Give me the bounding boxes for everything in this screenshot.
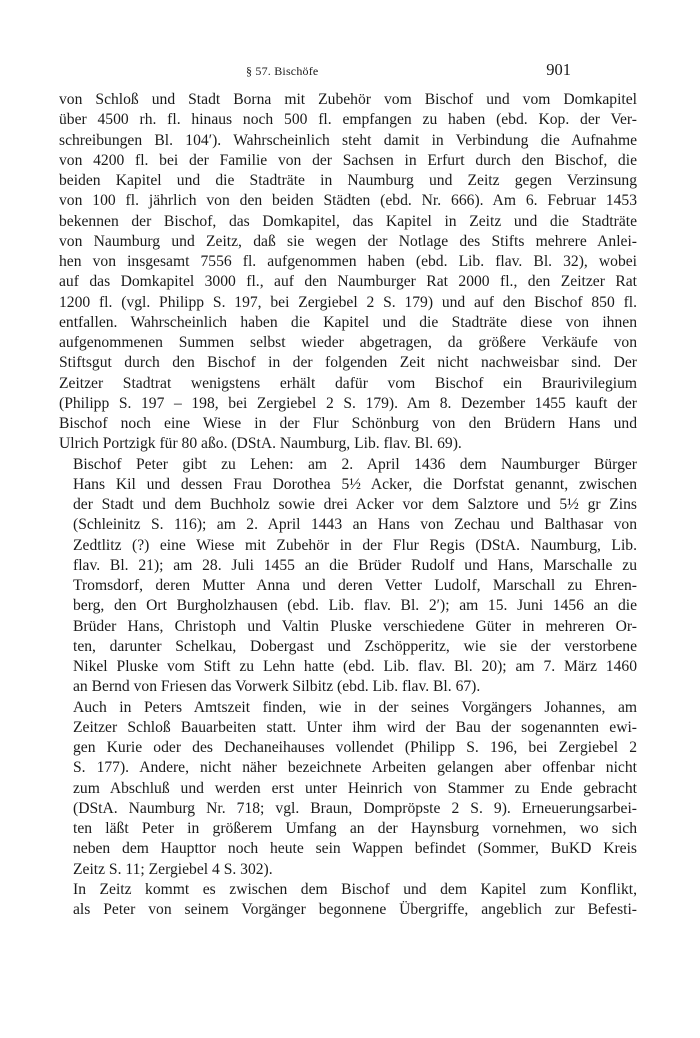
running-head: § 57. Bischöfe (246, 64, 319, 78)
text-line: S. 177). Andere, nicht näher bezeichnete Arbeiten gelangen aber offenbar nicht (73, 759, 637, 777)
text-line: berg, den Ort Burgholzhausen (ebd. Lib. flav. Bl. 2′); am 15. Juni 1456 an die (73, 597, 637, 615)
text-line: flav. Bl. 21); am 28. Juli 1455 an die Brüder Rudolf und Hans, Marschalle zu (73, 556, 637, 574)
text-line: der Stadt und dem Buchholz sowie drei Acker vor dem Salztore und 5½ gr Zins (73, 496, 637, 513)
text-line: beiden Kapitel und die Stadträte in Naumburg und Zeitz gegen Verzinsung (59, 172, 637, 189)
text-line: schreibungen Bl. 104′). Wahrscheinlich steht damit in Verbindung die Aufnahme (59, 131, 637, 149)
text-line: an Bernd von Friesen das Vorwerk Silbitz (ebd. Lib. flav. Bl. 67). (73, 678, 481, 696)
body-text (59, 90, 637, 920)
text-line: über 4500 rh. fl. hinaus noch 500 fl. empfangen zu haben (ebd. Kop. der Ver- (59, 111, 637, 129)
text-line: (Philipp S. 197 – 198, bei Zergiebel 2 S. 179). Am 8. Dezember 1455 kauft der (59, 394, 637, 412)
paragraph (59, 698, 637, 880)
paragraph (59, 880, 637, 921)
text-line: von 100 fl. jährlich von den beiden Städten (ebd. Nr. 666). Am 6. Februar 1453 (59, 192, 637, 210)
text-line: als Peter von seinem Vorgänger begonnene Übergriffe, angeblich zur Befesti- (73, 901, 637, 918)
text-line: neben dem Haupttor noch heute sein Wappen befindet (Sommer, BuKD Kreis (73, 840, 637, 858)
text-line: aufgenommenen Summen selbst wieder abgetragen, da größere Verkäufe von (59, 334, 637, 351)
text-line: gen Kurie oder des Dechaneihauses vollendet (Philipp S. 196, bei Zergiebel 2 (73, 739, 637, 756)
text-line: Tromsdorf, deren Mutter Anna und deren Vetter Ludolf, Marschall zu Ehren- (73, 577, 637, 594)
text-line: von Naumburg und Zeitz, daß sie wegen der Notlage des Stifts mehrere Anlei- (59, 232, 637, 250)
text-line: Ulrich Portzigk für 80 aßo. (DStA. Naumburg, Lib. flav. Bl. 69). (59, 435, 462, 453)
text-line: In Zeitz kommt es zwischen dem Bischof und dem Kapitel zum Konflikt, (73, 880, 637, 898)
text-line: von Schloß und Stadt Borna mit Zubehör vom Bischof und vom Domkapitel (59, 91, 637, 108)
text-line: auf das Domkapitel 3000 fl., auf den Naumburger Rat 2000 fl., den Zeitzer Rat (59, 273, 637, 291)
text-line: (Schleinitz S. 116); am 2. April 1443 an Hans von Zechau und Balthasar von (73, 516, 637, 534)
text-line: 1200 fl. (vgl. Philipp S. 197, bei Zergiebel 2 S. 179) und auf den Bischof 850 fl. (59, 293, 637, 311)
text-line: Auch in Peters Amtszeit finden, wie in der seines Vorgängers Johannes, am (73, 698, 637, 716)
text-line: Zeitzer Schloß Bauarbeiten statt. Unter ihm wird der Bau der sogenannten ewi- (73, 718, 637, 736)
text-line: hen von insgesamt 7556 fl. aufgenommen haben (ebd. Lib. flav. Bl. 32), wobei (59, 253, 637, 270)
paragraph (59, 455, 637, 698)
text-line: (DStA. Naumburg Nr. 718; vgl. Braun, Dompröpste 2 S. 9). Erneuerungsarbei- (73, 799, 637, 817)
text-line: von 4200 fl. bei der Familie von der Sachsen in Erfurt durch den Bischof, die (59, 151, 637, 169)
text-line: Hans Kil und dessen Frau Dorothea 5½ Acker, die Dorfstat genannt, zwischen (73, 475, 637, 493)
text-line: ten läßt Peter in größerem Umfang an der Haynsburg vornehmen, wo sich (73, 820, 637, 837)
text-line: entfallen. Wahrscheinlich haben die Kapitel und die Stadträte diese von ihnen (59, 313, 637, 331)
text-line: Brüder Hans, Christoph und Valtin Pluske verschiedene Güter in mehreren Or- (73, 617, 637, 635)
text-line: Stiftsgut durch den Bischof in der folgenden Zeit nicht nachweisbar sind. Der (59, 354, 637, 372)
text-line: Bischof noch eine Wiese in der Flur Schönburg von den Brüdern Hans und (59, 415, 637, 432)
text-line: Zeitzer Stadtrat wenigstens erhält dafür vom Bischof ein Braurivilegium (59, 374, 637, 392)
text-line: Zeitz S. 11; Zergiebel 4 S. 302). (73, 860, 273, 878)
text-line: Nikel Pluske vom Stift zu Lehn hatte (ebd. Lib. flav. Bl. 20); am 7. März 1460 (73, 658, 637, 675)
paragraph (59, 90, 637, 455)
text-line: Bischof Peter gibt zu Lehen: am 2. April 1436 dem Naumburger Bürger (73, 455, 637, 473)
text-line: ten, darunter Schelkau, Dobergast und Zschöpperitz, wie sie der verstorbene (73, 637, 637, 655)
page-number: 901 (546, 60, 571, 79)
text-line: zum Abschluß und werden erst unter Heinrich von Stammer zu Ende gebracht (73, 779, 637, 797)
text-line: bekennen der Bischof, das Domkapitel, das Kapitel in Zeitz und die Stadträte (59, 212, 637, 230)
text-line: Zedtlitz (?) eine Wiese mit Zubehör in der Flur Regis (DStA. Naumburg, Lib. (73, 536, 637, 554)
